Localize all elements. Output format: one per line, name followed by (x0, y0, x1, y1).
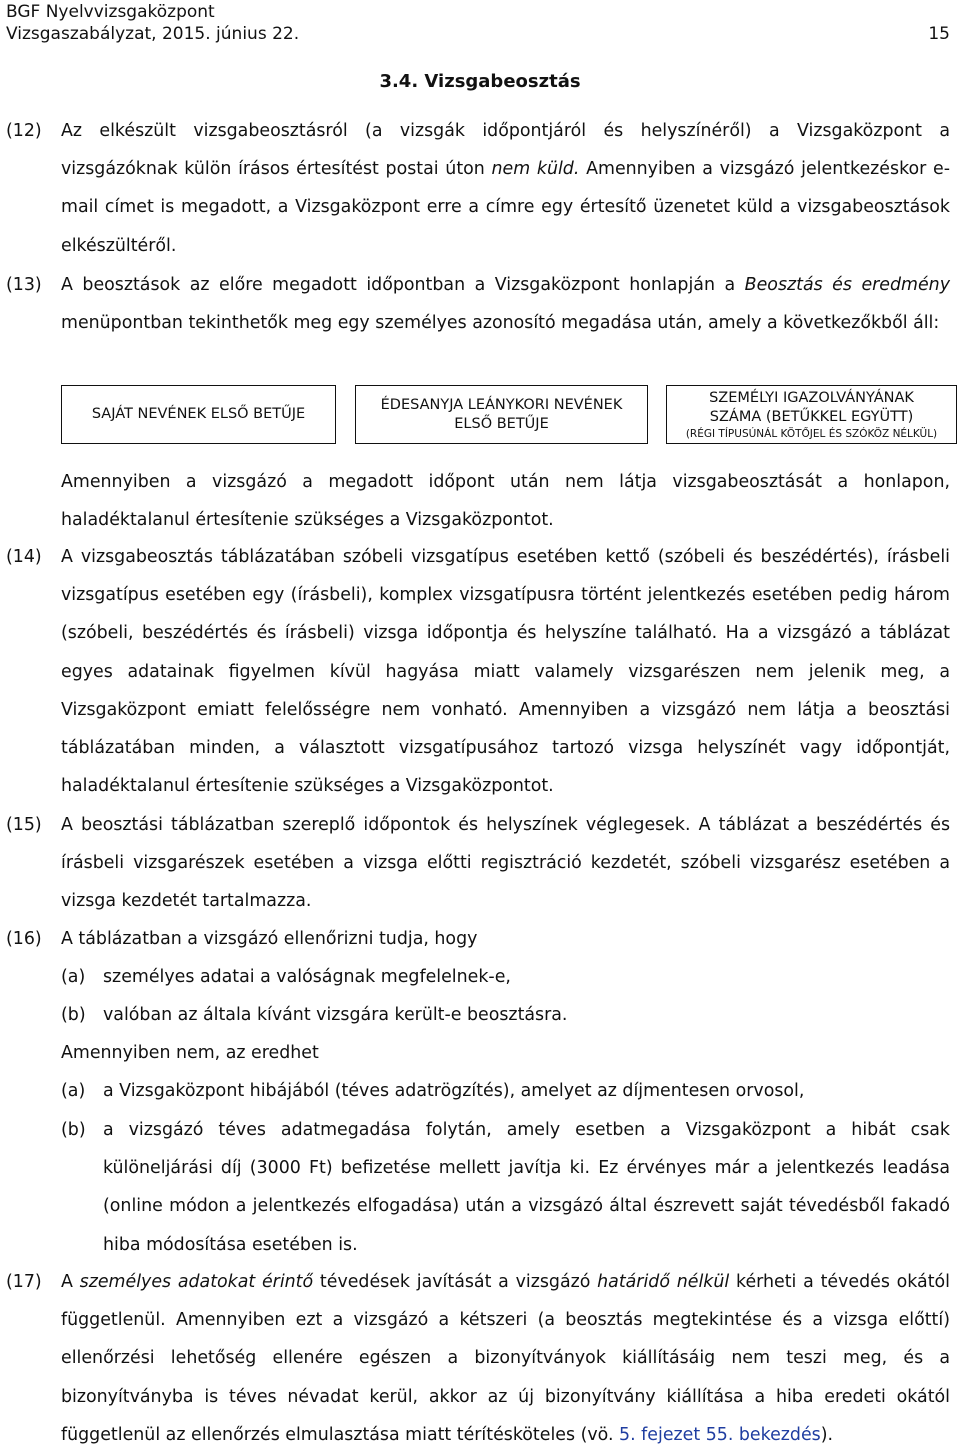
paragraph-text: kérheti a tévedés okától függetlenül. Amennyiben ezt a vizsgázó a kétszeri (a beosztás megtekintése és a vizsga előttí) ellenőrzési lehetőség ellenére egészen a bizonyítványok kiállításáig nem teszi meg, és a bizonyítványba is téves névadat kerül, akkor az új bizonyítvány kiállítása a hiba eredeti okától függetlenül az ellenőrzés elmulasztása miatt térítésköteles (vö. (61, 1272, 950, 1445)
box-label: SZEMÉLYI IGAZOLVÁNYÁNAK SZÁMA (BETŰKKEL EGYÜTT) (709, 389, 914, 425)
paragraph-number: (12) (6, 121, 42, 141)
paragraph-17 (61, 1263, 950, 1454)
list-item-label: (b) (61, 1120, 86, 1140)
box-label: ÉDESANYJA LEÁNYKORI NEVÉNEK ELSŐ BETŰJE (380, 396, 623, 432)
page-header (6, 1, 299, 45)
paragraph-16-mid: Amennyiben nem, az eredhet (61, 1043, 319, 1063)
paragraph-text: Az elkészült vizsgabeosztásról (a vizsgák időpontjáról és helyszínéről) a Vizsgaközpont a vizsgázóknak külön írásos értesítést postai úton (61, 121, 950, 180)
identifier-box-own-name (61, 385, 336, 444)
section-title: 3.4. Vizsgabeosztás (379, 71, 581, 92)
paragraph-text: tévedések javítását a vizsgázó (313, 1272, 598, 1292)
emphasis-text: személyes adatokat érintő (79, 1272, 314, 1292)
list-item: a vizsgázó téves adatmegadása folytán, amely esetben a Vizsgaközpont a hibát csak különeljárási díj (3000 Ft) befizetése mellett javítja ki. Ez érvényes már a jelentkezés leadása (online módon a jelentkezés elfogadása) után a vizsgázó által észrevett saját tévedésből fakadó hiba módosítása esetében is. (103, 1120, 950, 1255)
header-doc: Vizsgaszabályzat, 2015. június 22. (6, 24, 300, 44)
identifier-box-mother-name (355, 385, 648, 444)
paragraph-number: (15) (6, 815, 42, 835)
paragraph-14: A vizsgabeosztás táblázatában szóbeli vizsgatípus esetében kettő (szóbeli és beszédértés), írásbeli vizsgatípus esetében egy (írásbeli), komplex vizsgatípusra történt jelentkezés esetében pedig három (szóbeli, beszédértés és írásbeli) vizsga időpontja és helyszíne található. Ha a vizsgázó a táblázat egyes adatainak figyelmen kívül hagyása miatt valamely vizsgarészen nem jelenik meg, a Vizsgaközpont emiatt felelősségre nem vonható. Amennyiben a vizsgázó nem látja a beosztási táblázatában minden, a választott vizsgatípusához tartozó vizsga helyszínét vagy időpontját, haladéktalanul értesítenie szükséges a Vizsgaközpontot. (61, 547, 950, 797)
chapter-reference-link[interactable]: 5. fejezet (619, 1424, 701, 1445)
identifier-box-id-number (666, 385, 957, 444)
paragraph-text: Amennyiben a vizsgázó jelentkezéskor e-mail címet is megadott, a Vizsgaközpont erre a címre egy értesítő üzenetet küld a vizsgabeosztások elkészültéről. (61, 159, 950, 256)
emphasis-text: Beosztás és eredmény (744, 275, 950, 295)
box-note: (RÉGI TÍPUSÚNÁL KÖTŐJEL ÉS SZÓKÖZ NÉLKÜL) (685, 427, 938, 440)
page-number: 15 (928, 24, 950, 44)
paragraph-text: menüpontban tekinthetők meg egy személyes azonosító megadása után, amely a következőkből áll: (61, 313, 940, 334)
header-org: BGF Nyelvvizsgaközpont (6, 2, 215, 22)
paragraph-text: ). (820, 1424, 834, 1445)
emphasis-text: határidő nélkül (597, 1272, 730, 1292)
paragraph-15: A beosztási táblázatban szereplő időpontok és helyszínek véglegesek. A táblázat a beszédértés és írásbeli vizsgarészek esetében a vizsga előtti regisztráció kezdetét, szóbeli vizsgarész esetében a vizsga kezdetét tartalmazza. (61, 815, 950, 912)
list-item-label: (a) (61, 967, 86, 987)
paragraph-text: A (61, 1272, 80, 1292)
list-item-label: (b) (61, 1005, 86, 1025)
paragraph-number: (14) (6, 547, 42, 567)
list-item: valóban az általa kívánt vizsgára került-e beosztásra. (103, 1005, 568, 1025)
paragraph-number: (17) (6, 1272, 42, 1292)
emphasis-text: nem küld. (491, 159, 580, 180)
paragraph-number: (13) (6, 275, 42, 295)
list-item-label: (a) (61, 1081, 86, 1101)
paragraph-reference-link[interactable]: 55. bekezdés (705, 1424, 821, 1445)
paragraph-13 (61, 266, 950, 342)
list-item: a Vizsgaközpont hibájából (téves adatrögzítés), amelyet az díjmentesen orvosol, (103, 1081, 805, 1101)
list-item: személyes adatai a valóságnak megfelelnek-e, (103, 967, 511, 987)
paragraph-16-intro: A táblázatban a vizsgázó ellenőrizni tudja, hogy (61, 929, 478, 949)
paragraph-12 (61, 112, 950, 265)
box-label: SAJÁT NEVÉNEK ELSŐ BETŰJE (91, 406, 306, 422)
paragraph-13-followup: Amennyiben a vizsgázó a megadott időpont után nem látja vizsgabeosztását a honlapon, haladéktalanul értesítenie szükséges a Vizsgaközpontot. (61, 472, 950, 531)
paragraph-number: (16) (6, 929, 42, 949)
paragraph-text: A beosztások az előre megadott időpontban a Vizsgaközpont honlapján a (61, 275, 745, 295)
